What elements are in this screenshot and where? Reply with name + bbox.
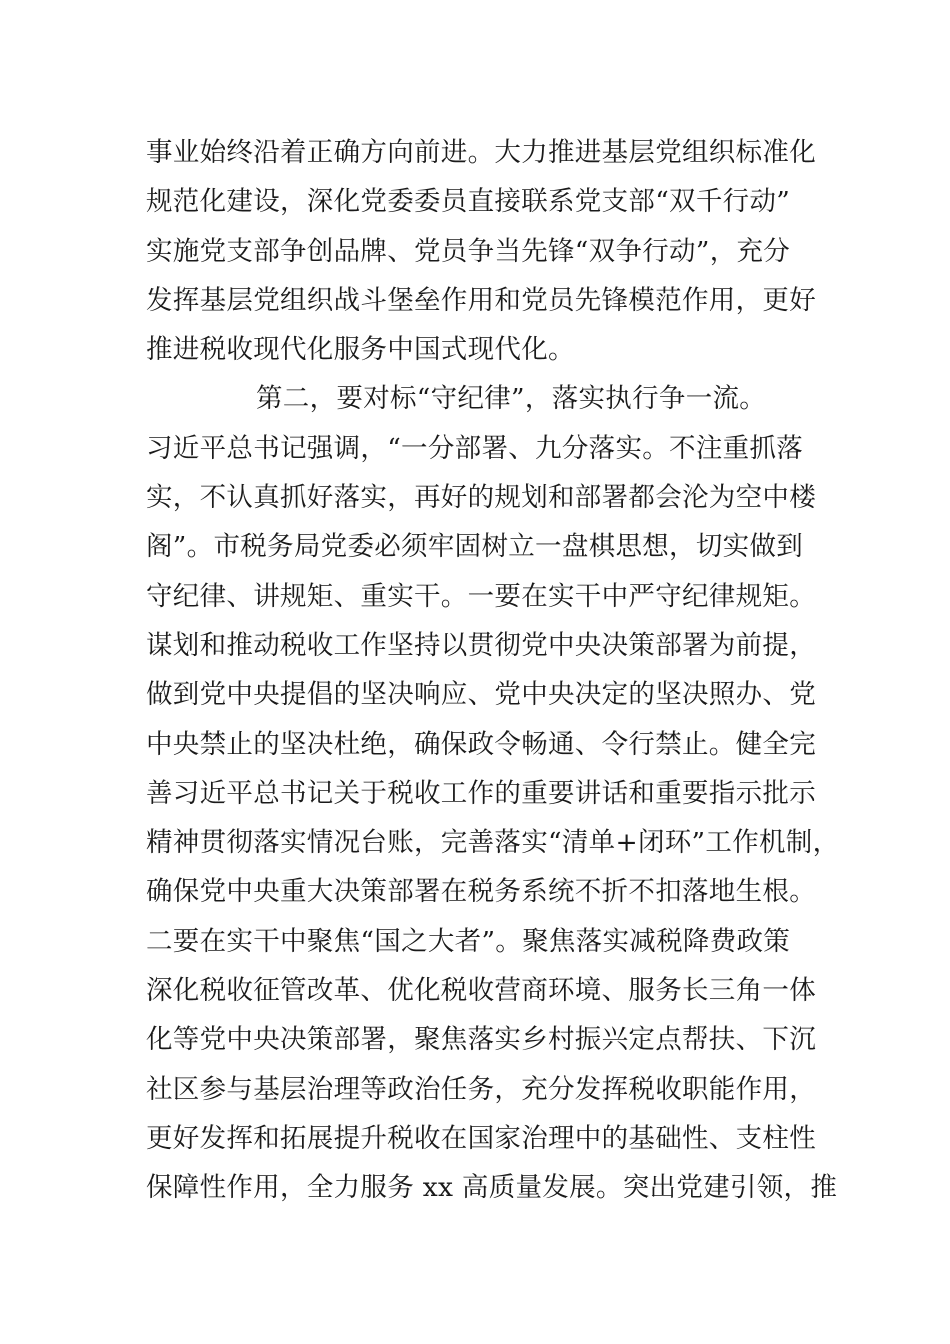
text-line: 确保党中央重大决策部署在税务系统不折不扣落地生根。 (146, 876, 816, 908)
text-line: 精神贯彻落实情况台账，完善落实“清单+闭环”工作机制， (146, 827, 840, 859)
text-line: 规范化建设，深化党委委员直接联系党支部“双千行动” (146, 186, 791, 218)
text-line: 发挥基层党组织战斗堡垒作用和党员先锋模范作用，更好 (146, 284, 816, 316)
text-line: 事业始终沿着正确方向前进。大力推进基层党组织标准化 (146, 137, 816, 168)
text-line: 保障性作用，全力服务 xx 高质量发展。突出党建引领，推 (146, 1172, 838, 1204)
text-line: 更好发挥和拓展提升税收在国家治理中的基础性、支柱性 (146, 1122, 816, 1154)
text-line: 谋划和推动税收工作坚持以贯彻党中央决策部署为前提， (146, 629, 816, 661)
text-line: 善习近平总书记关于税收工作的重要讲话和重要指示批示 (146, 777, 816, 809)
text-line: 守纪律、讲规矩、重实干。一要在实干中严守纪律规矩。 (146, 580, 816, 612)
text-line: 深化税收征管改革、优化税收营商环境、服务长三角一体 (146, 975, 816, 1007)
text-line: 实，不认真抓好落实，再好的规划和部署都会沦为空中楼 (146, 482, 816, 514)
text-line: 推进税收现代化服务中国式现代化。 (146, 334, 575, 366)
text-line: 中央禁止的坚决杜绝，确保政令畅通、令行禁止。健全完 (146, 728, 816, 760)
text-line: 习近平总书记强调，“一分部署、九分落实。不注重抓落 (146, 432, 804, 464)
text-line: 实施党支部争创品牌、党员争当先锋“双争行动”，充分 (146, 235, 791, 267)
text-line: 做到党中央提倡的坚决响应、党中央决定的坚决照办、党 (146, 679, 816, 711)
text-line: 社区参与基层治理等政治任务，充分发挥税收职能作用， (146, 1073, 816, 1105)
text-line: 阁”。市税务局党委必须牢固树立一盘棋思想，切实做到 (146, 531, 804, 563)
body-text (146, 128, 840, 1213)
text-line: 化等党中央决策部署，聚焦落实乡村振兴定点帮扶、下沉 (146, 1024, 816, 1056)
text-line: 二要在实干中聚焦“国之大者”。聚焦落实减税降费政策 (146, 925, 791, 957)
paragraph-heading: 第二，要对标“守纪律”，落实执行争一流。 (256, 383, 767, 415)
